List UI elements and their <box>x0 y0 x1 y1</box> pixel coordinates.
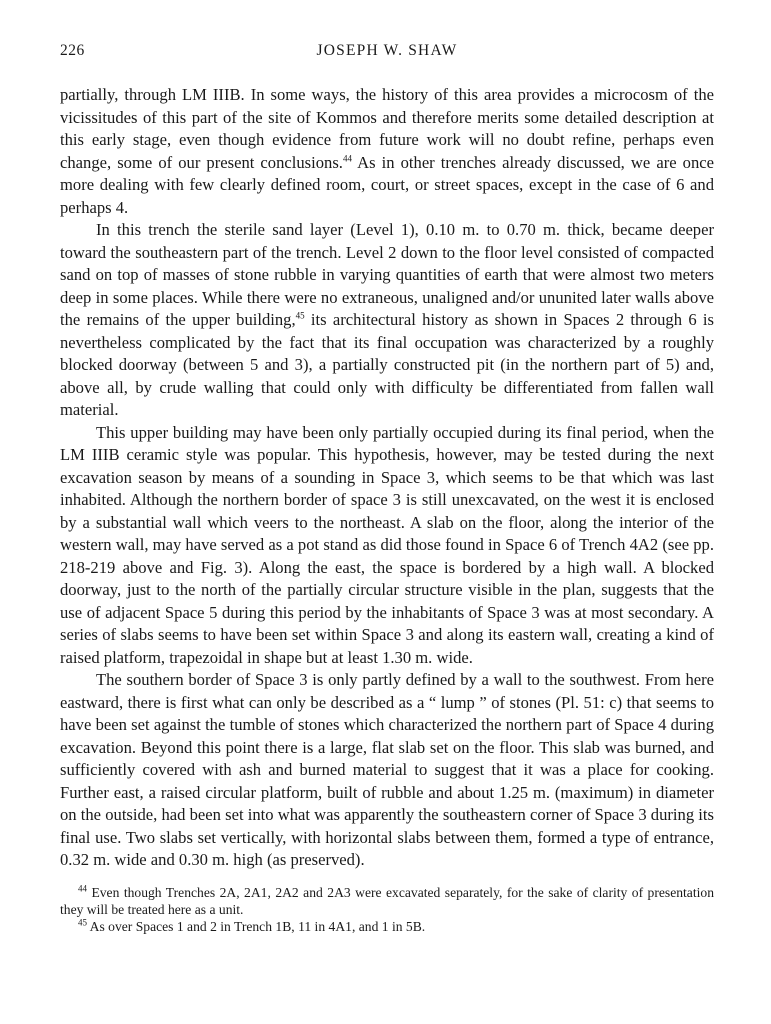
footnote-marker: 45 <box>78 916 87 927</box>
footnote-text: Even though Trenches 2A, 2A1, 2A2 and 2A3 were excavated separately, for the sake of clarity of presentation they will be treated here as a unit. <box>60 884 714 917</box>
running-title: JOSEPH W. SHAW <box>316 42 458 59</box>
paragraph <box>60 219 714 422</box>
paragraph: The southern border of Space 3 is only partly defined by a wall to the southwest. From here eastward, there is first what can only be described as a “ lump ” of stones (Pl. 51: c) that seems to have been set against the tumble of stones which characterized the northern part of Space 4 during excavation. Beyond this point there is a large, flat slab set on the floor. This slab was burned, and sufficiently covered with ash and burned material to suggest that it was a place for cooking. Further east, a raised circular platform, built of rubble and about 1.25 m. (maximum) in diameter on the outside, had been set into what was apparently the southeastern corner of Space 3 during its final use. Two slabs set vertically, with horizontal slabs between them, formed a type of entrance, 0.32 m. wide and 0.30 m. high (as preserved). <box>60 670 714 869</box>
paragraph-text: In this trench the sterile sand layer (Level 1), 0.10 m. to 0.70 m. thick, became deeper toward the southeastern part of the trench. Level 2 down to the floor level consisted of compacted sand on top of masses of stone rubble in varying quantities of earth that were almost two meters deep in some places. While there were no extraneous, unaligned and/or ununited later walls above the remains of the upper building, <box>60 220 714 329</box>
paragraph-text: its architectural history as shown in Spaces 2 through 6 is nevertheless complicated by the fact that its final occupation was characterized by a roughly blocked doorway (between 5 and 3), a partially constructed pit (in the northern part of 5) and, above all, by crude walling that could only with difficulty be differentiated from fallen wall material. <box>60 310 714 419</box>
paragraph-text: As in other trenches already discussed, we are once more dealing with few clearly defined room, court, or street spaces, except in the case of 6 and perhaps 4. <box>60 152 714 217</box>
footnote-reference: 44 <box>342 152 352 163</box>
page-number: 226 <box>60 42 85 59</box>
footnote-reference: 45 <box>295 310 305 321</box>
paragraph-text: partially, through LM IIIB. In some ways, the history of this area provides a microcosm of the vicissitudes of this part of the site of Kommos and therefore merits some detailed description at this early stage, even though evidence from future work will no doubt refine, perhaps even change, some of our present conclusions. <box>60 85 714 172</box>
paragraph <box>60 84 714 219</box>
footnote-marker: 44 <box>78 882 87 893</box>
footnote <box>60 884 714 918</box>
paragraph: This upper building may have been only partially occupied during its final period, when the LM IIIB ceramic style was popular. This hypothesis, however, may be tested during the next excavation season by means of a sounding in Space 3, which seems to be that which was last inhabited. Although the northern border of space 3 is still unexcavated, on the west it is enclosed by a substantial wall which veers to the northeast. A slab on the floor, along the interior of the western wall, may have served as a pot stand as did those found in Space 6 of Trench 4A2 (see pp. 218-219 above and Fig. 3). Along the east, the space is bordered by a high wall. A blocked doorway, just to the north of the partially circular structure visible in the plan, suggests that the use of adjacent Space 5 during this period by the inhabitants of Space 3 was at most secondary. A series of slabs seems to have been set within Space 3 and along its eastern wall, creating a kind of raised platform, trapezoidal in shape but at least 1.30 m. wide. <box>60 422 714 667</box>
footnotes <box>60 884 714 935</box>
footnote <box>60 918 714 935</box>
footnote-text: As over Spaces 1 and 2 in Trench 1B, 11 in 4A1, and 1 in 5B. <box>87 918 426 934</box>
page <box>60 42 714 935</box>
running-head <box>60 42 714 68</box>
body-text <box>60 84 714 872</box>
